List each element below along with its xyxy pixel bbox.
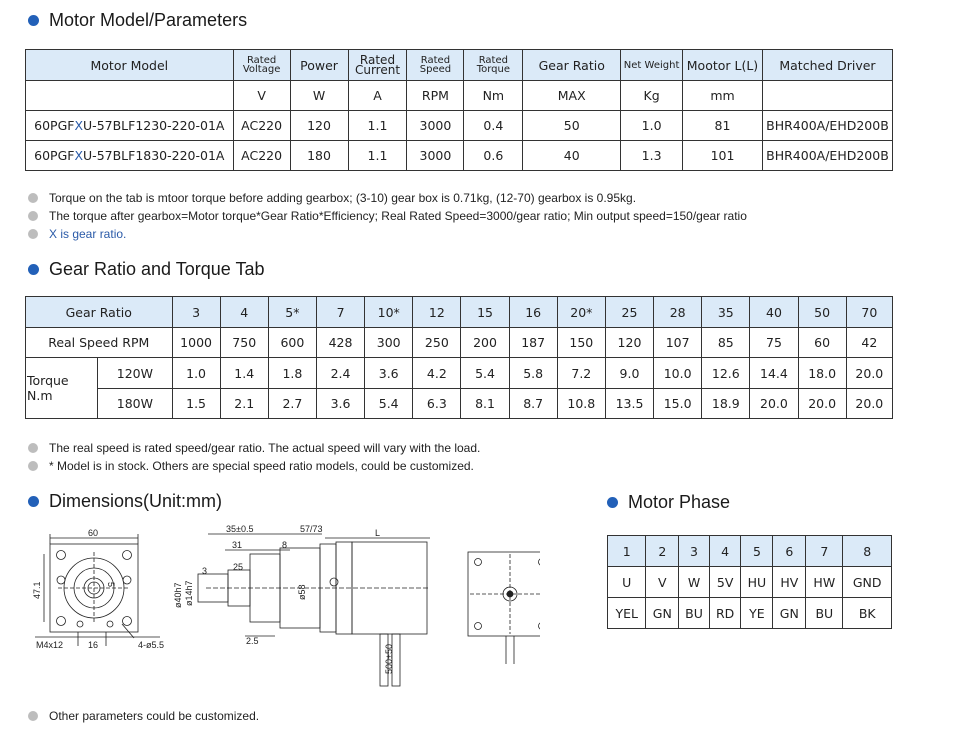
list-item: The real speed is rated speed/gear ratio. The actual speed will vary with the load. xyxy=(28,439,480,457)
header-motor-length: Mootor L(L) xyxy=(683,50,763,81)
table-cell: 4 xyxy=(220,297,268,328)
bullet-icon xyxy=(28,229,38,239)
table-cell: 18.9 xyxy=(702,389,750,419)
table-cell: 2.4 xyxy=(316,358,364,389)
bullet-icon xyxy=(28,711,38,721)
dim-35: 35±0.5 xyxy=(226,524,254,534)
table-cell: W xyxy=(290,81,348,111)
table-cell: BU xyxy=(679,598,710,629)
table-cell: 20.0 xyxy=(846,358,892,389)
dim-16: 16 xyxy=(88,640,99,650)
header-gear-ratio: Gear Ratio xyxy=(523,50,621,81)
table-cell: 14.4 xyxy=(750,358,798,389)
dim-8: 8 xyxy=(282,540,288,550)
table-cell: 50 xyxy=(798,297,846,328)
table-cell: 9.0 xyxy=(605,358,653,389)
gear-ratio-table xyxy=(25,296,893,419)
table-cell: 1.8 xyxy=(268,358,316,389)
header-power: Power xyxy=(290,50,348,81)
section-title-motor-params: Motor Model/Parameters xyxy=(28,10,247,31)
table-cell: 42 xyxy=(846,328,892,358)
dim-14h7: ø14h7 xyxy=(184,580,194,606)
table-header-row xyxy=(26,50,893,81)
table-cell: BHR400A/EHD200B xyxy=(762,141,892,171)
bullet-icon xyxy=(28,211,38,221)
bullet-icon xyxy=(28,193,38,203)
table-cell: HV xyxy=(773,567,806,598)
header-rated-voltage: Rated Voltage xyxy=(233,50,290,81)
table-cell: 5* xyxy=(268,297,316,328)
table-cell: 187 xyxy=(509,328,557,358)
table-cell: 2 xyxy=(646,536,679,567)
header-gear-ratio: Gear Ratio xyxy=(26,297,173,328)
table-cell: 4.2 xyxy=(413,358,461,389)
table-cell: 8 xyxy=(843,536,892,567)
dim-3: 3 xyxy=(202,566,208,576)
table-cell: 3.6 xyxy=(365,358,413,389)
params-notes xyxy=(28,189,747,243)
motor-params-table xyxy=(25,49,893,171)
table-cell: 6 xyxy=(773,536,806,567)
header-motor-model: Motor Model xyxy=(26,50,234,81)
table-cell: 1 xyxy=(608,536,646,567)
list-item: The torque after gearbox=Motor torque*Gear Ratio*Efficiency; Real Rated Speed=3000/gear ratio; Min output speed=150/gear ratio xyxy=(28,207,747,225)
table-cell: 4 xyxy=(709,536,741,567)
table-cell: 180W xyxy=(98,389,172,419)
table-cell: 40 xyxy=(523,141,621,171)
table-cell: Kg xyxy=(621,81,683,111)
gear-ratio-row xyxy=(26,297,893,328)
table-cell: 2.7 xyxy=(268,389,316,419)
model-cell: 60PGFXU-57BLF1230-220-01A xyxy=(26,111,234,141)
table-cell: 7.2 xyxy=(557,358,605,389)
label-torque: Torque N.m xyxy=(26,358,98,419)
table-cell: 10.8 xyxy=(557,389,605,419)
dim-2-5: 2.5 xyxy=(246,636,259,646)
dim-m4x12: M4x12 xyxy=(36,640,64,650)
table-cell: 20* xyxy=(557,297,605,328)
footer-notes xyxy=(28,707,259,725)
table-cell: 0.4 xyxy=(464,111,523,141)
side-view xyxy=(173,524,430,686)
bullet-icon xyxy=(607,497,618,508)
table-cell: 180 xyxy=(290,141,348,171)
table-cell: W xyxy=(679,567,710,598)
front-view xyxy=(32,528,164,650)
table-cell: V xyxy=(646,567,679,598)
table-cell: 10* xyxy=(365,297,413,328)
header-rated-current: Rated Current xyxy=(348,50,407,81)
dim-58: ø58 xyxy=(297,584,307,600)
table-cell: BK xyxy=(843,598,892,629)
table-cell: mm xyxy=(683,81,763,111)
label-real-speed: Real Speed RPM xyxy=(26,328,173,358)
table-cell: GN xyxy=(773,598,806,629)
table-cell: 12.6 xyxy=(702,358,750,389)
header-rated-speed: Rated Speed xyxy=(407,50,464,81)
table-cell: 10.0 xyxy=(654,358,702,389)
dim-47: 47.1 xyxy=(32,581,42,599)
table-cell: 8.1 xyxy=(461,389,509,419)
table-cell: 120 xyxy=(290,111,348,141)
table-cell: 300 xyxy=(365,328,413,358)
torque-row-180w xyxy=(26,389,893,419)
table-cell: 15.0 xyxy=(654,389,702,419)
table-cell: 12 xyxy=(413,297,461,328)
phase-signals-row xyxy=(608,567,892,598)
dimension-drawing xyxy=(30,524,540,694)
table-cell: 5.8 xyxy=(509,358,557,389)
table-cell: 16 xyxy=(509,297,557,328)
table-cell: 120 xyxy=(605,328,653,358)
dim-4-holes: 4-ø5.5 xyxy=(138,640,165,650)
table-cell: 7 xyxy=(316,297,364,328)
header-net-weight: Net Weight xyxy=(621,50,683,81)
table-cell: 70 xyxy=(846,297,892,328)
table-cell: 35 xyxy=(702,297,750,328)
header-rated-torque: Rated Torque xyxy=(464,50,523,81)
table-cell xyxy=(762,81,892,111)
table-cell: 3 xyxy=(679,536,710,567)
table-cell: 40 xyxy=(750,297,798,328)
table-cell: 60 xyxy=(798,328,846,358)
table-cell: 81 xyxy=(683,111,763,141)
section-title-motor-phase: Motor Phase xyxy=(607,492,730,513)
table-cell: 750 xyxy=(220,328,268,358)
table-cell: 3000 xyxy=(407,111,464,141)
table-cell: 107 xyxy=(654,328,702,358)
table-cell: 600 xyxy=(268,328,316,358)
header-matched-driver: Matched Driver xyxy=(762,50,892,81)
torque-row-120w xyxy=(26,358,893,389)
table-cell: MAX xyxy=(523,81,621,111)
table-cell: AC220 xyxy=(233,141,290,171)
table-cell: 25 xyxy=(605,297,653,328)
table-cell: 3 xyxy=(172,297,220,328)
list-item: * Model is in stock. Others are special speed ratio models, could be customized. xyxy=(28,457,480,475)
table-cell: 101 xyxy=(683,141,763,171)
table-cell: 200 xyxy=(461,328,509,358)
dim-500: 500±50 xyxy=(384,644,394,674)
table-cell: 1.0 xyxy=(621,111,683,141)
list-item: Other parameters could be customized. xyxy=(28,707,259,725)
table-cell: RPM xyxy=(407,81,464,111)
table-row xyxy=(26,111,893,141)
table-cell: 18.0 xyxy=(798,358,846,389)
list-item: X is gear ratio. xyxy=(28,225,747,243)
table-cell: 5 xyxy=(741,536,773,567)
table-cell: HU xyxy=(741,567,773,598)
table-cell: 1.5 xyxy=(172,389,220,419)
table-cell: 75 xyxy=(750,328,798,358)
table-cell: 85 xyxy=(702,328,750,358)
table-cell: RD xyxy=(709,598,741,629)
table-cell: 1.1 xyxy=(348,141,407,171)
table-cell: 0.6 xyxy=(464,141,523,171)
table-cell: BU xyxy=(806,598,843,629)
table-units-row xyxy=(26,81,893,111)
section-title-dimensions: Dimensions(Unit:mm) xyxy=(28,491,222,512)
dim-25: 25 xyxy=(233,562,244,572)
table-cell: 3000 xyxy=(407,141,464,171)
bullet-icon xyxy=(28,443,38,453)
table-cell: 1.4 xyxy=(220,358,268,389)
phase-pins-row xyxy=(608,536,892,567)
table-cell: 28 xyxy=(654,297,702,328)
table-cell: GN xyxy=(646,598,679,629)
table-cell: 50 xyxy=(523,111,621,141)
table-cell: 5.4 xyxy=(461,358,509,389)
table-row xyxy=(26,141,893,171)
table-cell: 1.0 xyxy=(172,358,220,389)
table-cell: YE xyxy=(741,598,773,629)
bullet-icon xyxy=(28,15,39,26)
table-cell: 20.0 xyxy=(750,389,798,419)
table-cell: 6.3 xyxy=(413,389,461,419)
table-cell: 1.3 xyxy=(621,141,683,171)
table-cell: 1.1 xyxy=(348,111,407,141)
dim-31: 31 xyxy=(232,540,243,550)
rear-view xyxy=(468,552,540,664)
dim-5: 5 xyxy=(106,582,116,588)
table-cell: 7 xyxy=(806,536,843,567)
table-cell: U xyxy=(608,567,646,598)
table-cell: 13.5 xyxy=(605,389,653,419)
table-cell: 8.7 xyxy=(509,389,557,419)
real-speed-row xyxy=(26,328,893,358)
table-cell: 5.4 xyxy=(365,389,413,419)
table-cell: HW xyxy=(806,567,843,598)
table-cell: 150 xyxy=(557,328,605,358)
table-cell: BHR400A/EHD200B xyxy=(762,111,892,141)
table-cell: GND xyxy=(843,567,892,598)
bullet-icon xyxy=(28,264,39,275)
table-cell: A xyxy=(348,81,407,111)
dim-L: L xyxy=(375,528,381,538)
table-cell xyxy=(26,81,234,111)
table-cell: AC220 xyxy=(233,111,290,141)
table-cell: 20.0 xyxy=(798,389,846,419)
phase-colors-row xyxy=(608,598,892,629)
dim-40h7: ø40h7 xyxy=(173,582,183,608)
table-cell: 250 xyxy=(413,328,461,358)
table-cell: 5V xyxy=(709,567,741,598)
table-cell: 1000 xyxy=(172,328,220,358)
bullet-icon xyxy=(28,461,38,471)
table-cell: 15 xyxy=(461,297,509,328)
table-cell: 120W xyxy=(98,358,172,389)
bullet-icon xyxy=(28,496,39,507)
table-cell: 3.6 xyxy=(316,389,364,419)
table-cell: V xyxy=(233,81,290,111)
gear-notes xyxy=(28,439,480,475)
list-item: Torque on the tab is mtoor torque before adding gearbox; (3-10) gear box is 0.71kg, (12-70) gearbox is 0.95kg. xyxy=(28,189,747,207)
section-title-gear-ratio: Gear Ratio and Torque Tab xyxy=(28,259,264,280)
table-cell: 20.0 xyxy=(846,389,892,419)
table-cell: 428 xyxy=(316,328,364,358)
table-cell: Nm xyxy=(464,81,523,111)
dim-5773: 57/73 xyxy=(300,524,323,534)
motor-phase-table xyxy=(607,535,892,629)
dim-60: 60 xyxy=(88,528,99,538)
table-cell: 2.1 xyxy=(220,389,268,419)
model-cell: 60PGFXU-57BLF1830-220-01A xyxy=(26,141,234,171)
table-cell: YEL xyxy=(608,598,646,629)
